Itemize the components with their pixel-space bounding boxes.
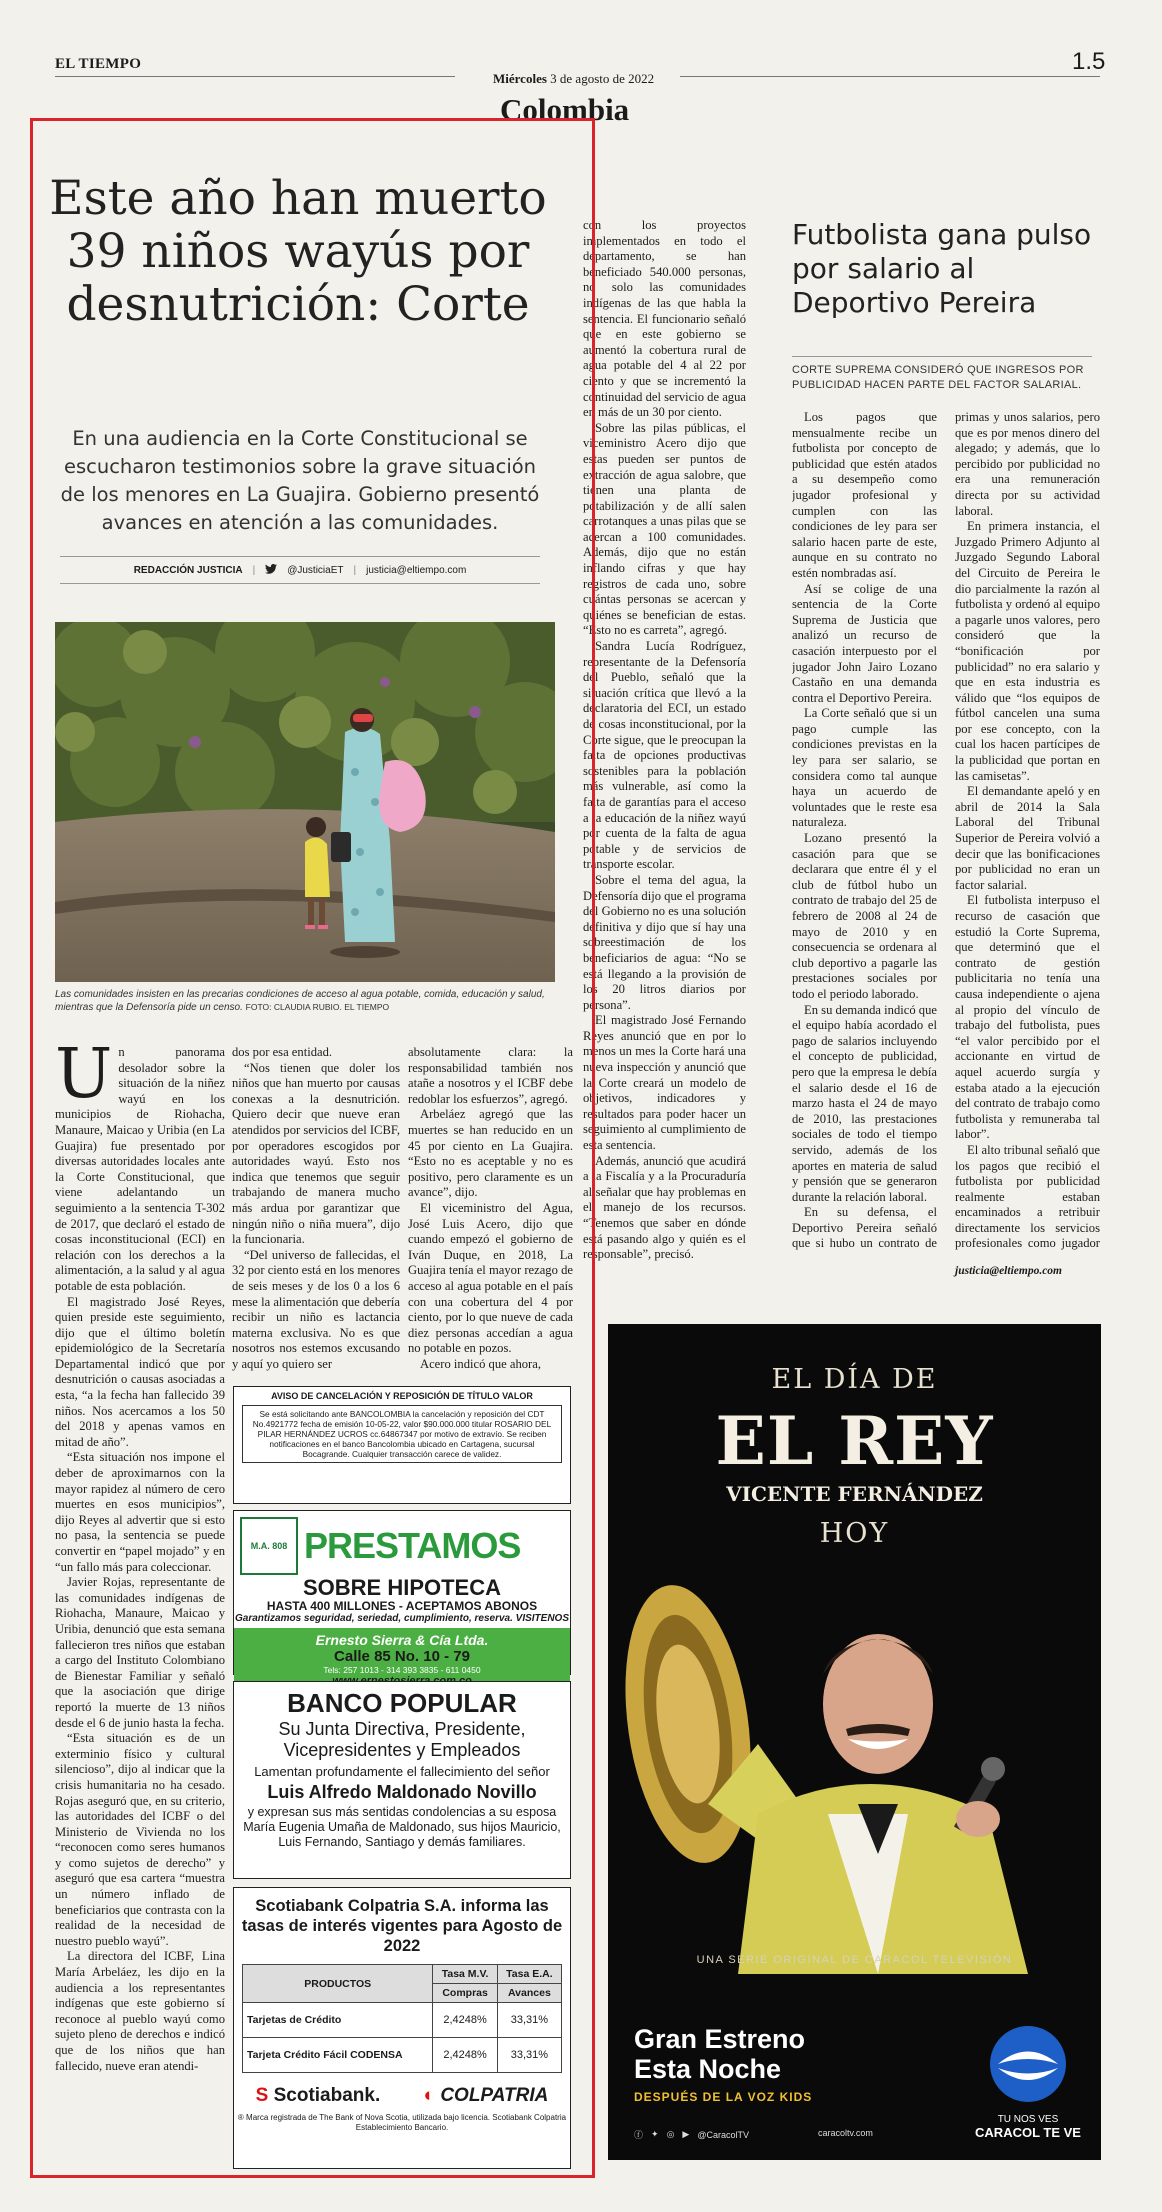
paragraph: El demandante apeló y en abril de 2014 la Sala Laboral del Tribunal Superior de Pereira volvió a decir que las bonificaciones por publicidad no eran un factor salarial. <box>955 784 1100 892</box>
paragraph: Acero indicó que ahora, <box>420 1356 541 1371</box>
paragraph: “Esta situación es de un exterminio físico y cultural silencioso”, dijo al indicar que la crisis humanitaria no ha cesado. Rojas aseguró que, en su criterio, las autoridades del ICBF o del Ministerio de Vivienda no los “reconocen como seres humanos y como sujetos de derecho” y aseguró que esa cartera “muestra un número inflado de beneficiarios que contrasta con la realidad de la necesidad de nuestro pueblo wayú”. <box>55 1731 225 1948</box>
prestamos-logo: M.A. 808 <box>240 1517 298 1575</box>
byline <box>60 556 540 584</box>
banco-condolences: y expresan sus más sentidas condolencias a su esposa María Eugenia Umaña de Maldonado, sus hijos Mauricio, Luis Fernando, Santiago y demás familiares. <box>243 1805 561 1849</box>
paragraph: Un panorama desolador sobre la situación de la niñez wayú en los municipios de Riohacha, Manaure, Maicao y Uribia (en La Guajira) fue presentado por diversas autoridades locales ante la Corte Constitucional, que viene adelantando un seguimiento a la sentencia T-302 de 2017, que declaró el estado de cosas inconstitucional (ECI) en relación con los derechos a la alimentación, a la salud y al agua potable de esta población. <box>55 1045 225 1293</box>
scotiabank-logo: S Scotiabank. <box>255 2085 381 2106</box>
paragraph: primas y unos salarios, pero que es por menos dinero del alegado; y además, que lo percibido por publicidad no era una remuneración directa por su actividad laboral. <box>955 410 1100 518</box>
side-column-1 <box>792 410 937 1250</box>
dateline <box>493 71 654 87</box>
byline-separator: | <box>252 564 256 576</box>
paragraph: En su defensa, el Deportivo Pereira señaló que si hubo un contrato de <box>792 1205 937 1250</box>
paragraph: Lozano presentó la casación para que se declarara que entre él y el club de fútbol hubo un contrato de trabajo del 25 de febrero de 2008 al 24 de mayo de 2010 y en consecuencia se ordenara al club deportivo a pagarle las prestaciones sociales por todo el periodo laborado. <box>792 831 937 1001</box>
paragraph: La Corte señaló que si un pago cumple las condiciones previstas en la ley para ser salario, se considera como tal aunque haya un acuerdo de voluntades que le reste esa naturaleza. <box>792 706 937 830</box>
singer-illustration <box>608 1554 1101 1974</box>
paragraph: El viceministro del Agua, José Luis Acero, dijo que cuando empezó el gobierno de Iván Duque, en 2018, La Guajira tenía el mayor rezago de acceso al agua potable en el país con una cobertura del 4 por ciento, por lo que nueve de cada diez personas accedían a agua no potable en pozos. <box>408 1200 573 1356</box>
aviso-title: AVISO DE CANCELACIÓN Y REPOSICIÓN DE TÍTULO VALOR <box>271 1391 533 1401</box>
ad-estreno <box>634 2024 805 2084</box>
main-deck: En una audiencia en la Corte Constitucional se escucharon testimonios sobre la grave situación de los menores en La Guajira. Gobierno presentó avances en atención a las comunidades. <box>60 427 540 534</box>
scotia-logos <box>234 2085 570 2107</box>
byline-author: REDACCIÓN JUSTICIA <box>133 564 243 576</box>
facebook-icon: ⓕ <box>634 2130 644 2140</box>
byline-email: justicia@eltiempo.com <box>366 564 467 576</box>
section-title: Colombia <box>500 92 630 127</box>
banco-line3: Lamentan profundamente el fallecimiento del señor <box>254 1764 550 1779</box>
side-headline: Futbolista gana pulso por salario al Deportivo Pereira <box>792 218 1092 319</box>
banco-line2: Vicepresidentes y Empleados <box>283 1740 521 1760</box>
paragraph: El futbolista interpuso el recurso de casación que estudió la Corte Suprema, que determinó que el contrato de gestión publicitaria no tenía una causa independiente o ajena al propio del vínculo de trabajo del futbolista, pues “el valor percibido por el accionante en virtud de aquel acuerdo surgía y estaba atado a la ejecución del contrato de trabajo como futbolista y remuneraba tal labor”. <box>955 893 1100 1142</box>
instagram-icon: ◎ <box>666 2129 675 2139</box>
caracol-ad <box>608 1324 1101 2160</box>
date: 3 de agosto de 2022 <box>550 71 655 86</box>
ad-serie: UNA SERIE ORIGINAL DE CARACOL TELEVISIÓN <box>696 1954 1013 1966</box>
photo-credit: FOTO: CLAUDIA RUBIO. EL TIEMPO <box>245 1002 390 1012</box>
ad-estreno-line2: Esta Noche <box>634 2054 782 2084</box>
scotia-footer: ® Marca registrada de The Bank of Nova Scotia, utilizada bajo licencia. Scotiabank Colpatria Establecimiento Bancario. <box>237 2113 567 2132</box>
twitter-icon <box>265 564 277 577</box>
ad-estreno-line1: Gran Estreno <box>634 2024 806 2054</box>
photo-caption <box>55 988 555 1014</box>
weekday: Miércoles <box>493 71 547 86</box>
prestamos-phones: Tels: 257 1013 - 314 393 3835 - 611 0450 <box>323 1665 481 1675</box>
paragraph: Así se colige de una sentencia de la Corte Suprema de Justicia que analizó un recurso de casación interpuesto por el jugador John Jairo Lozano Castaño en una demanda contra el Deportivo Pereira. <box>792 581 937 705</box>
banco-line1: Su Junta Directiva, Presidente, <box>278 1719 526 1739</box>
table-row: Tarjetas de Crédito 2,4248% 33,31% <box>243 2003 562 2038</box>
paragraph: dos por esa entidad. <box>232 1045 333 1059</box>
photo-caption-text: Las comunidades insisten en las precarias condiciones de acceso al agua potable, comida, educación y salud, mientras que la Defensoría pide un censo. <box>55 989 545 1013</box>
prestamos-company: Ernesto Sierra & Cía Ltda. <box>315 1632 489 1648</box>
side-deck: CORTE SUPREMA CONSIDERÓ QUE INGRESOS POR PUBLICIDAD HACEN PARTE DEL FACTOR SALARIAL. <box>792 356 1092 393</box>
paragraph: En primera instancia, el Juzgado Primero Adjunto al Juzgado Segundo Laboral del Circuito de Pereira le dio parcialmente la razón al futbolista y ordenó al equipo a pagarle unos valores, pero consideró que la “bonificación por publicidad” no era salario y que en esta industria es válido que “los equipos de fútbol cancelen una suma por ese concepto, con la cual los hacen partícipes de la publicidad que portan en las camisetas”. <box>955 519 1100 783</box>
paragraph: Sandra Lucía Rodríguez, representante de la Defensoría del Pueblo, señaló que la situación crítica que llevó a la declaratoria del ECI, un estado de cosas inconstitucional, por la Corte sigue, que le preocupan la falta de opciones productivas sostenibles para la población más vulnerable, así como la falta de garantías para el acceso a la educación de la niñez wayú por cuenta de la falta de agua potable y de servicios de transporte escolar. <box>583 639 746 872</box>
paragraph: El alto tribunal señaló que los pagos que recibió el futbolista por publicidad realmente estaban encaminados a retribuir directamente los servicios profesionales como jugador <box>955 1142 1100 1250</box>
paragraph: Sobre las pilas públicas, el viceministro Acero dijo que estas pueden ser puntos de extracción de agua salobre, que tienen una planta de potabilización y de allí salen carrotanques a unas pilas que se acercan a 100 comunidades. Además, dijo que no están inflando cifras y que hay registros de cada uno, sobre cuántas personas se acercan y quiénes se benefician de estas. “Esto no es carreta”, agregó. <box>583 420 746 638</box>
banco-name: BANCO POPULAR <box>287 1688 517 1718</box>
ad-site: caracoltv.com <box>818 2128 873 2138</box>
prestamos-address: Calle 85 No. 10 - 79 <box>334 1648 470 1665</box>
paragraph: El magistrado José Reyes, quien preside este seguimiento, dijo que el último boletín epidemiológico de la Secretaría Departamental indicó que por desnutrición o causas asociadas a esta, “a la fecha han fallecido 39 niños. Nos acercamos a los 50 del 2018 y apenas vamos en mitad de año”. <box>55 1294 225 1449</box>
main-headline: Este año han muerto 39 niños wayús por desnutrición: Corte <box>49 171 547 332</box>
paragraph: Sobre el tema del agua, la Defensoría dijo que el programa del Gobierno no es una solución definitiva y dijo que sí hay una sobreestimación de los beneficiarios de agua: “No se está llegando a la provisión de los 20 litros diarios por persona”. <box>583 872 746 1012</box>
scotia-title: Scotiabank Colpatria S.A. informa las tasas de interés vigentes para Agosto de 2022 <box>241 1897 563 1955</box>
prestamos-guarantee: Garantizamos seguridad, seriedad, cumplimiento, reserva. VISITENOS <box>235 1613 569 1624</box>
banco-deceased: Luis Alfredo Maldonado Novillo <box>267 1782 537 1802</box>
paragraph: La directora del ICBF, Lina María Arbeláez, les dijo en la audiencia a los representantes indígenas que este gobierno sí reconoce al pueblo wayú como sujeto pleno de derechos e indicó que de los niños que han fallecido, nueve eran atendi- <box>55 1949 225 2073</box>
ad-line3: VICENTE FERNÁNDEZ <box>726 1482 983 1506</box>
newspaper-brand: EL TIEMPO <box>55 56 142 72</box>
paragraph: “Del universo de fallecidas, el 32 por ciento está en los menores de seis meses y de los 0 a los 6 mese la alimentación que debería recibir un niño es lactancia materna exclusiva. No es que nosotros nos estemos excusando y aquí yo quiero ser <box>232 1247 400 1371</box>
paragraph: Arbeláez agregó que las muertes se han reducido en un 45 por ciento en La Guajira. “Esto no es aceptable y no es positivo, pero claramente es un avance”, dijo. <box>408 1107 573 1200</box>
prestamos-subtitle: SOBRE HIPOTECA <box>302 1575 502 1600</box>
twitter-icon: ✦ <box>651 2129 659 2139</box>
paragraph: con los proyectos implementados en todo el departamento, se han beneficiado 540.000 personas, no solo las comunidades indígenas de las que habla la sentencia. El funcionario señaló que en este gobierno se aumentó la cobertura rural de agua potable del 4 al 22 por ciento y que se incrementó la continuidad del servicio de agua en más de un 30 por ciento. <box>583 218 746 420</box>
ad-social <box>634 2128 749 2141</box>
table-row: Tarjeta Crédito Fácil CODENSA 2,4248% 33,31% <box>243 2038 562 2073</box>
banco-popular-ad <box>233 1681 571 1879</box>
youtube-icon: ▶ <box>682 2129 690 2139</box>
ad-social-handle: @CaracolTV <box>697 2129 749 2140</box>
scotiabank-ad <box>233 1887 571 2169</box>
ad-caracol-tagline <box>968 2114 1088 2140</box>
byline-twitter: @JusticiaET <box>287 564 344 576</box>
byline-separator-2: | <box>353 564 357 576</box>
ad-despues: DESPUÉS DE LA VOZ KIDS <box>634 2090 813 2104</box>
ad-line1: EL DÍA DE <box>771 1364 938 1395</box>
story-photo <box>55 622 555 982</box>
colpatria-logo: ◐ COLPATRIA <box>423 2085 549 2106</box>
table-header-mv: Tasa M.V. <box>433 1965 497 1984</box>
side-column-2 <box>955 410 1100 1250</box>
table-header-ea: Tasa E.A. <box>497 1965 561 1984</box>
masthead-rule-right <box>680 76 1100 77</box>
dropcap: U <box>55 1045 113 1114</box>
paragraph: “Nos tienen que doler los niños que han muerto por causas conexas a la desnutrición. Quiero decir que nueve eran atendidos por servicios del ICBF, por operadores escogidos por autoridades wayú. Esto nos indica que tenemos que seguir trabajando de manera mucho más ardua por garantizar que ningún niño o niña muera”, dijo la funcionaria. <box>232 1060 400 1247</box>
masthead-rule-left <box>55 76 455 77</box>
main-column-3 <box>408 1045 573 1375</box>
paragraph: absolutamente clara: la responsabilidad también nos atañe a nosotros y el ICBF debe redoblar los esfuerzos”, agregó. <box>408 1045 573 1106</box>
ad-network: CARACOL TE VE <box>975 2125 1081 2140</box>
page-number: 1.5 <box>1072 48 1106 75</box>
main-column-4 <box>583 218 746 1308</box>
side-email: justicia@eltiempo.com <box>955 1265 1062 1277</box>
aviso-ad <box>233 1386 571 1504</box>
paragraph: “Esta situación nos impone el deber de aproximarnos con la mayor rapidez al número de cero muertes en esos municipios”, dijo Reyes al advertir que si esto no pasa, la sentencia se puede convertir en “papel mojado” y en “un fallo más para coleccionar. <box>55 1450 225 1574</box>
paragraph: El magistrado José Fernando Reyes anunció que en por lo menos un mes la Corte hará una nueva inspección y anunció que la Corte creará un modelo de objetivos, indicadores y resultados para poder hacer un seguimiento al cumplimiento de esta sentencia. <box>583 1013 746 1153</box>
prestamos-title: PRESTAMOS <box>304 1525 521 1566</box>
rates-table <box>242 1964 562 2073</box>
ad-line2: EL REY <box>715 1402 994 1480</box>
prestamos-amount: HASTA 400 MILLONES - ACEPTAMOS ABONOS <box>266 1599 538 1613</box>
caracol-logo-icon <box>983 2024 1073 2108</box>
table-subheader-ea: Avances <box>497 1984 561 2003</box>
paragraph: En su demanda indicó que el equipo había acordado el pago de salarios incluyendo el concepto de publicidad, pero que la empresa le debía el salario desde el 16 de marzo hasta el 24 de mayo de 2010, las prestaciones sociales de todo el tiempo servido, además de los aportes en materia de salud y pensión que se generaron durante la relación laboral. <box>792 1002 937 1204</box>
paragraph: Los pagos que mensualmente recibe un futbolista por concepto de publicidad que estén atados a su desempeño como jugador profesional y cumplen con las condiciones de ley para ser salario hacen parte de este, aunque en su contrato no estén nombradas así. <box>792 410 937 580</box>
main-column-1 <box>55 1045 225 2175</box>
main-column-2 <box>232 1045 400 1375</box>
paragraph: Javier Rojas, representante de las comunidades indígenas de Riohacha, Manaure, Maicao y Uribia, denunció que esta semana fallecieron tres niños que estaban a cargo del Instituto Colombiano de Bienestar Familiar y señaló que la asociación que dirige reportó la muerte de 13 niños desde el 6 de junio hasta la fecha. <box>55 1575 225 1730</box>
aviso-body: Se está solicitando ante BANCOLOMBIA la cancelación y reposición del CDT No.4921772 fecha de emisión 10-05-22, valor $90.000.000 titular ROSARIO DEL PILAR HERNÁNDEZ UCROS cc.64867347 por motivo de extravío. Se reciben notificaciones en el banco Bancolombia ubicado en Cartagena, sucursal Bocagrande. Cualquier transacción carece de validez. <box>242 1405 562 1463</box>
ad-tagline: TU NOS VES <box>997 2114 1059 2125</box>
ad-line4: HOY <box>819 1518 890 1549</box>
prestamos-ad <box>233 1510 571 1675</box>
table-subheader-mv: Compras <box>433 1984 497 2003</box>
table-header-products: PRODUCTOS <box>243 1965 433 2003</box>
paragraph: Además, anunció que acudirá a la Fiscalía y a la Procuraduría al señalar que hay problemas en el manejo de los recursos. “Tenemos que saber en dónde está pasando algo y quién es el responsable”, precisó. <box>583 1153 746 1262</box>
